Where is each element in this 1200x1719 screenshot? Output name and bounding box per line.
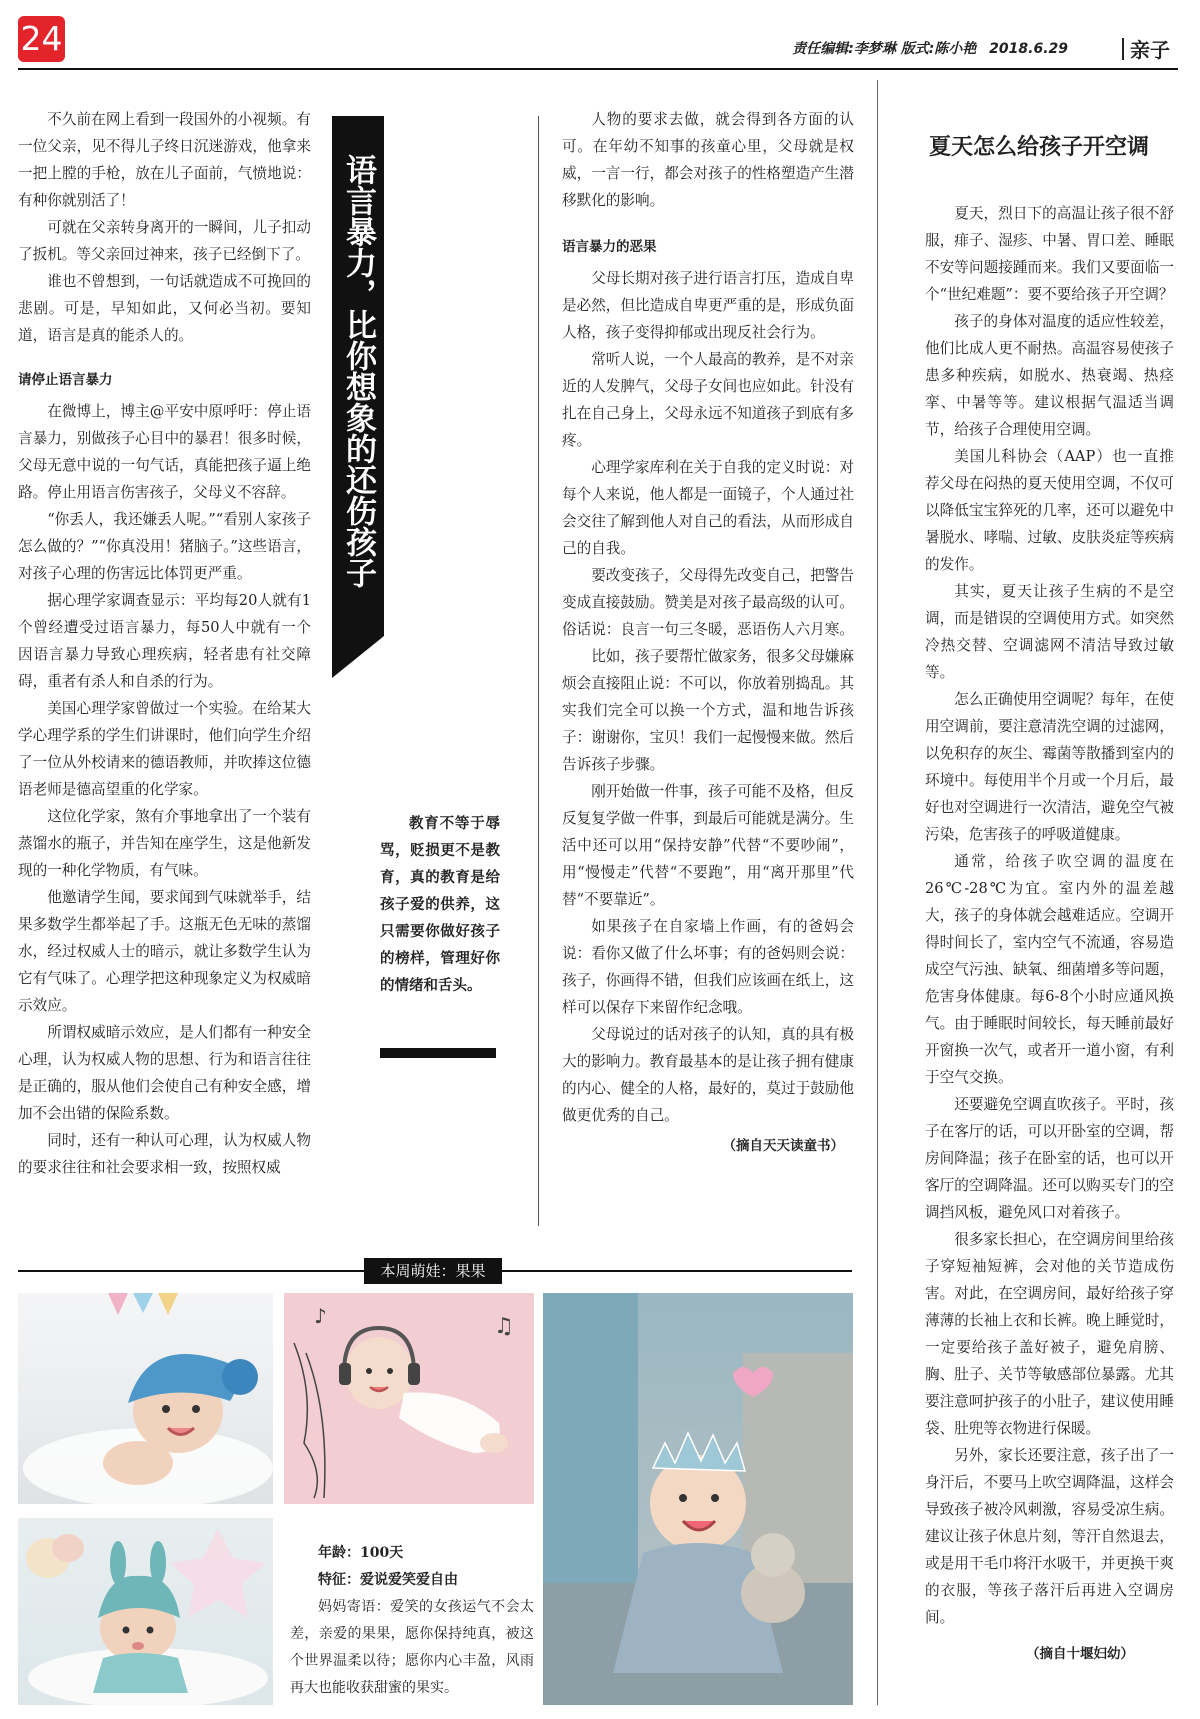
article1-column1 bbox=[18, 106, 311, 1244]
svg-text:♫: ♫ bbox=[494, 1314, 514, 1339]
paragraph: 他邀请学生闻，要求闻到气味就举手，结果多数学生都举起了手。这瓶无色无味的蒸馏水，经过权威人士的暗示，就让多数学生认为它有气味了。心理学把这种现象定义为权威暗示效应。 bbox=[18, 889, 311, 1014]
article2-title: 夏天怎么给孩子开空调 bbox=[928, 134, 1149, 160]
paragraph: 父母说过的话对孩子的认知，真的具有极大的影响力。教育最基本的是让孩子拥有健康的内心、健全的人格，最好的，莫过于鼓励他做更优秀的自己。 bbox=[562, 1026, 854, 1124]
header-divider bbox=[1122, 38, 1124, 60]
paragraph: 比如，孩子要帮忙做家务，很多父母嫌麻烦会直接阻止说：不可以，你放着别捣乱。其实我们完全可以换一个方式，温和地告诉孩子：谢谢你，宝贝！我们一起慢慢来做。然后告诉孩子步骤。 bbox=[562, 648, 854, 773]
pull-quote-bar bbox=[380, 1048, 496, 1058]
paragraph: 美国心理学家曾做过一个实验。在给某大学心理学系的学生们讲课时，他们向学生介绍了一位从外校请来的德语教师，并吹捧这位德语老师是德高望重的化学家。 bbox=[18, 700, 311, 798]
section-name: 亲子 bbox=[1130, 38, 1170, 62]
header-date: 2018.6.29 bbox=[989, 41, 1068, 57]
paragraph: 常听人说，一个人最高的教养，是不对亲近的人发脾气，父母子女间也应如此。针没有扎在自己身上，父母永远不知道孩子到底有多疼。 bbox=[562, 351, 854, 449]
header-editors: 责任编辑:李梦琳 版式:陈小艳 bbox=[792, 41, 977, 57]
paragraph: 不久前在网上看到一段国外的小视频。有一位父亲，见不得儿子终日沉迷游戏，他拿来一把上膛的手枪，放在儿子面前，气愤地说：有种你就别活了！ bbox=[18, 111, 311, 209]
paragraph: 还要避免空调直吹孩子。平时，孩子在客厅的话，可以开卧室的空调，帮房间降温；孩子在卧室的话，也可以开客厅的空调降温。还可以购买专门的空调挡风板，避免风口对着孩子。 bbox=[925, 1096, 1174, 1221]
paragraph: 所谓权威暗示效应，是人们都有一种安全心理，认为权威人物的思想、行为和语言往往是正确的，服从他们会使自己有种安全感，增加不会出错的保险系数。 bbox=[18, 1024, 311, 1122]
baby-mom-message: 妈妈寄语：爱笑的女孩运气不会太差，亲爱的果果，愿你保持纯真，被这个世界温柔以待；愿你内心丰盈，风雨再大也能收获甜蜜的果实。 bbox=[290, 1599, 534, 1696]
page-number: 24 bbox=[20, 19, 63, 58]
column-divider bbox=[538, 116, 539, 1226]
paragraph: 夏天，烈日下的高温让孩子很不舒服，痱子、湿疹、中暑、胃口差、睡眠不安等问题接踵而来。我们又要面临一个“世纪难题”：要不要给孩子开空调？ bbox=[925, 205, 1174, 303]
paragraph: 另外，家长还要注意，孩子出了一身汗后，不要马上吹空调降温，这样会导致孩子被冷风刺激，容易受凉生病。建议让孩子休息片刻，等汗自然退去，或是用干毛巾将汗水吸干，并更换干爽的衣服，等孩子落汗后再进入空调房间。 bbox=[925, 1447, 1174, 1626]
paragraph: “你丢人，我还嫌丢人呢。”“看别人家孩子怎么做的？”“你真没用！猪脑子。”这些语言，对孩子心理的伤害远比体罚更严重。 bbox=[18, 511, 311, 582]
header-meta bbox=[792, 38, 1068, 58]
paragraph: 怎么正确使用空调呢？每年，在使用空调前，要注意清洗空调的过滤网，以免积存的灰尘、霉菌等散播到室内的环境中。每使用半个月或一个月后，最好也对空调进行一次清洁，避免空气被污染，危害孩子的呼吸道健康。 bbox=[925, 691, 1174, 843]
baby-photo-crown-sofa bbox=[543, 1293, 853, 1705]
paragraph: 在微博上，博主@平安中原呼吁：停止语言暴力，别做孩子心目中的暴君！很多时候，父母无意中说的一句气话，真能把孩子逼上绝路。停止用语言伤害孩子，父母义不容辞。 bbox=[18, 403, 311, 501]
paragraph: 孩子的身体对温度的适应性较差，他们比成人更不耐热。高温容易使孩子患多种疾病，如脱水、热衰竭、热痉挛、中暑等等。建议根据气温适当调节，给孩子合理使用空调。 bbox=[925, 313, 1174, 438]
article2-source: （摘自十堰妇幼） bbox=[1026, 1646, 1134, 1662]
article1-title: 语言暴力，比你想象的还伤孩子 bbox=[340, 154, 376, 588]
article2-body bbox=[925, 200, 1174, 1700]
header-rule bbox=[18, 68, 1178, 70]
paragraph: 人物的要求去做，就会得到各方面的认可。在年幼不知事的孩童心里，父母就是权威，一言一行，都会对孩子的性格塑造产生潜移默化的影响。 bbox=[562, 111, 854, 209]
column-divider-right bbox=[877, 80, 878, 1705]
paragraph: 美国儿科协会（AAP）也一直推荐父母在闷热的夏天使用空调，不仅可以降低宝宝猝死的几率，还可以避免中暑脱水、哮喘、过敏、皮肤炎症等疾病的发作。 bbox=[925, 448, 1174, 573]
paragraph: 可就在父亲转身离开的一瞬间，儿子扣动了扳机。等父亲回过神来，孩子已经倒下了。 bbox=[18, 219, 311, 263]
paragraph: 心理学家库利在关于自我的定义时说：对每个人来说，他人都是一面镜子，个人通过社会交往了解到他人对自己的看法，从而形成自己的自我。 bbox=[562, 459, 854, 557]
baby-profile bbox=[290, 1540, 534, 1705]
article1-source: （摘自天天读童书） bbox=[722, 1138, 844, 1154]
paragraph: 通常，给孩子吹空调的温度在26℃-28℃为宜。室内外的温差越大，孩子的身体就会越难适应。空调开得时间长了，室内空气不流通，容易造成空气污浊、缺氧、细菌增多等问题，危害身体健康。每6-8个小时应通风换气。由于睡眠时间较长，每天睡前最好开窗换一次气，或者开一道小窗，有利于空气交换。 bbox=[925, 853, 1174, 1086]
subhead-stop-verbal-violence: 请停止语言暴力 bbox=[18, 372, 113, 388]
baby-photo-knit-hat bbox=[18, 1293, 273, 1504]
paragraph: 据心理学家调查显示：平均每20人就有1个曾经遭受过语言暴力，每50人中就有一个因语言暴力导致心理疾病，轻者患有社交障碍，重者有杀人和自杀的行为。 bbox=[18, 592, 311, 690]
pull-quote: 教育不等于辱骂，贬损更不是教育，真的教育是给孩子爱的供养，这只需要你做好孩子的榜样，管理好你的情绪和舌头。 bbox=[380, 815, 500, 994]
paragraph: 其实，夏天让孩子生病的不是空调，而是错误的空调使用方式。如突然冷热交替、空调滤网不清洁导致过敏等。 bbox=[925, 583, 1174, 681]
paragraph: 刚开始做一件事，孩子可能不及格，但反反复复学做一件事，到最后可能就是满分。生活中还可以用“保持安静”代替“不要吵闹”，用“慢慢走”代替“不要跑”，用“离开那里”代替“不要靠近”。 bbox=[562, 783, 854, 908]
baby-section-header: 本周萌娃：果果 bbox=[364, 1258, 502, 1284]
subhead-consequences: 语言暴力的恶果 bbox=[562, 239, 657, 255]
svg-text:♪: ♪ bbox=[314, 1304, 327, 1328]
paragraph: 很多家长担心，在空调房间里给孩子穿短袖短裤，会对他的关节造成伤害。对此，在空调房间，最好给孩子穿薄薄的长袖上衣和长裤。晚上睡觉时，一定要给孩子盖好被子，避免肩膀、胸、肚子、关节等敏感部位暴露。尤其要注意呵护孩子的小肚子，建议使用睡袋、肚兜等衣物进行保暖。 bbox=[925, 1231, 1174, 1437]
baby-photo-bunny-hat bbox=[18, 1518, 273, 1705]
page-number-badge bbox=[18, 16, 65, 62]
paragraph: 谁也不曾想到，一句话就造成不可挽回的悲剧。可是，早知如此，又何必当初。要知道，语言是真的能杀人的。 bbox=[18, 273, 311, 344]
baby-age: 年龄：100天 bbox=[318, 1545, 404, 1561]
baby-feature: 特征：爱说爱笑爱自由 bbox=[318, 1572, 458, 1588]
paragraph: 如果孩子在自家墙上作画，有的爸妈会说：看你又做了什么坏事；有的爸妈则会说：孩子，你画得不错，但我们应该画在纸上，这样可以保存下来留作纪念哦。 bbox=[562, 918, 854, 1016]
article1-column3 bbox=[562, 106, 854, 1226]
paragraph: 父母长期对孩子进行语言打压，造成自卑是必然，但比造成自卑更严重的是，形成负面人格，孩子变得抑郁或出现反社会行为。 bbox=[562, 270, 854, 341]
paragraph: 这位化学家，煞有介事地拿出了一个装有蒸馏水的瓶子，并告知在座学生，这是他新发现的一种化学物质，有气味。 bbox=[18, 808, 311, 879]
baby-photo-headphones bbox=[284, 1293, 534, 1504]
paragraph: 要改变孩子，父母得先改变自己，把警告变成直接鼓励。赞美是对孩子最高级的认可。俗话说：良言一句三冬暖，恶语伤人六月寒。 bbox=[562, 567, 854, 638]
paragraph: 同时，还有一种认可心理，认为权威人物的要求往往和社会要求相一致，按照权威 bbox=[18, 1132, 311, 1176]
